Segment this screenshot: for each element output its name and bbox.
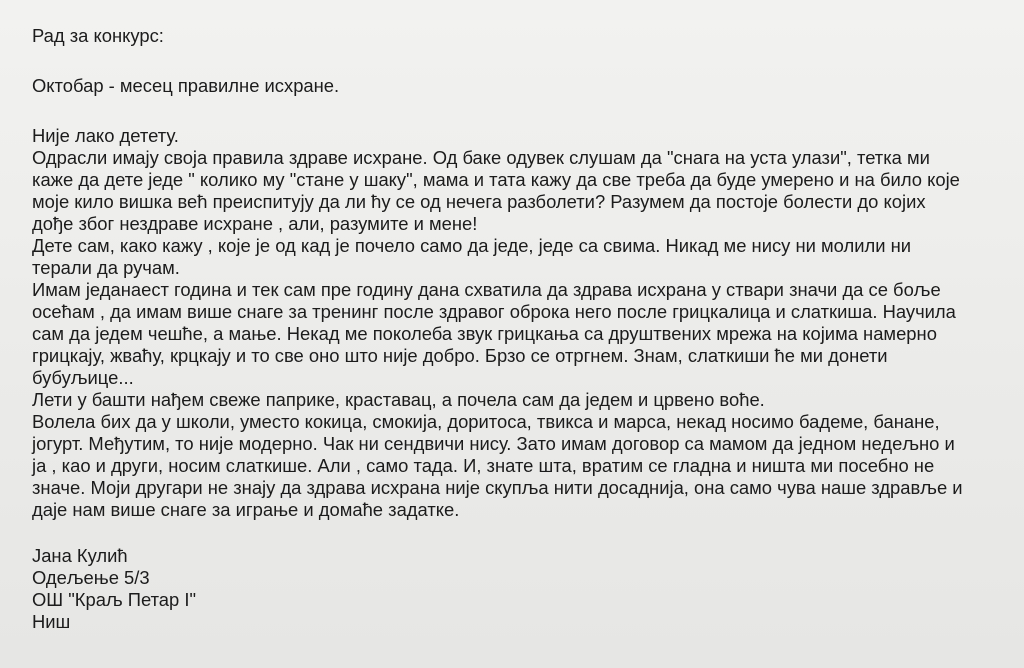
body-line: Није лако детету. <box>32 125 179 146</box>
body-line: Дете сам, како кажу , које је од кад је почело само да једе, једе са свима. Никад ме нису ни молили ни <box>32 235 912 256</box>
body-line: Лети у башти нађем свеже паприке, краставац, а почела сам да једем и црвено воће. <box>32 389 765 410</box>
body-line: ја , као и други, носим слаткише. Али , само тада. И, знате шта, вратим се гладна и ништа ми посебно не <box>32 455 935 476</box>
body-line: осећам , да имам више снаге за тренинг после здравог оброка него после грицкалица и слаткиша. Научила <box>32 301 956 322</box>
school-name: ОШ "Краљ Петар I" <box>32 589 196 610</box>
author-name: Јана Кулић <box>32 545 128 566</box>
body-line: бубуљице... <box>32 367 134 388</box>
title-text: Рад за конкурс: <box>32 25 164 46</box>
body-line: грицкају, жваћу, крцкају и то све оно што није добро. Брзо се отргнем. Знам, слаткиши ће ми донети <box>32 345 888 366</box>
body-line: моје кило вишка већ преиспитују да ли ћу се од нечега разболети? Разумем да постоје болести до којих <box>32 191 926 212</box>
body-line: каже да дете једе " колико му "стане у шаку", мама и тата кажу да све треба да буде умерено и на било које <box>32 169 960 190</box>
body-line: дође због нездраве исхране , али, разумите и мене! <box>32 213 478 234</box>
body-line: значе. Моји другари не знају да здрава исхрана није скупља нити досаднија, она само чува наше здравље и <box>32 477 963 498</box>
signature-block <box>32 545 196 633</box>
body-line: Одрасли имају своја правила здраве исхране. Од баке одувек слушам да "снага на уста улази", тетка ми <box>32 147 930 168</box>
document-title <box>32 25 164 47</box>
body-line: Волела бих да у школи, уместо кокица, смокија, доритоса, твикса и марса, некад носимо бадеме, банане, <box>32 411 940 432</box>
body-line: сам да једем чешће, а мање. Некад ме поколеба звук грицкања са друштвених мрежа на којима намерно <box>32 323 937 344</box>
author-class: Одељење 5/3 <box>32 567 150 588</box>
body-line: Имам једанаест година и тек сам пре годину дана схватила да здрава исхрана у ствари значи да се боље <box>32 279 941 300</box>
document-body <box>32 125 963 521</box>
body-line: даје нам више снаге за играње и домаће задатке. <box>32 499 460 520</box>
document-subtitle <box>32 75 339 97</box>
city-name: Ниш <box>32 611 71 632</box>
body-line: јогурт. Међутим, то није модерно. Чак ни сендвичи нису. Зато имам договор са мамом да једном недељно и <box>32 433 955 454</box>
subtitle-text: Октобар - месец правилне исхране. <box>32 75 340 96</box>
body-line: терали да ручам. <box>32 257 180 278</box>
